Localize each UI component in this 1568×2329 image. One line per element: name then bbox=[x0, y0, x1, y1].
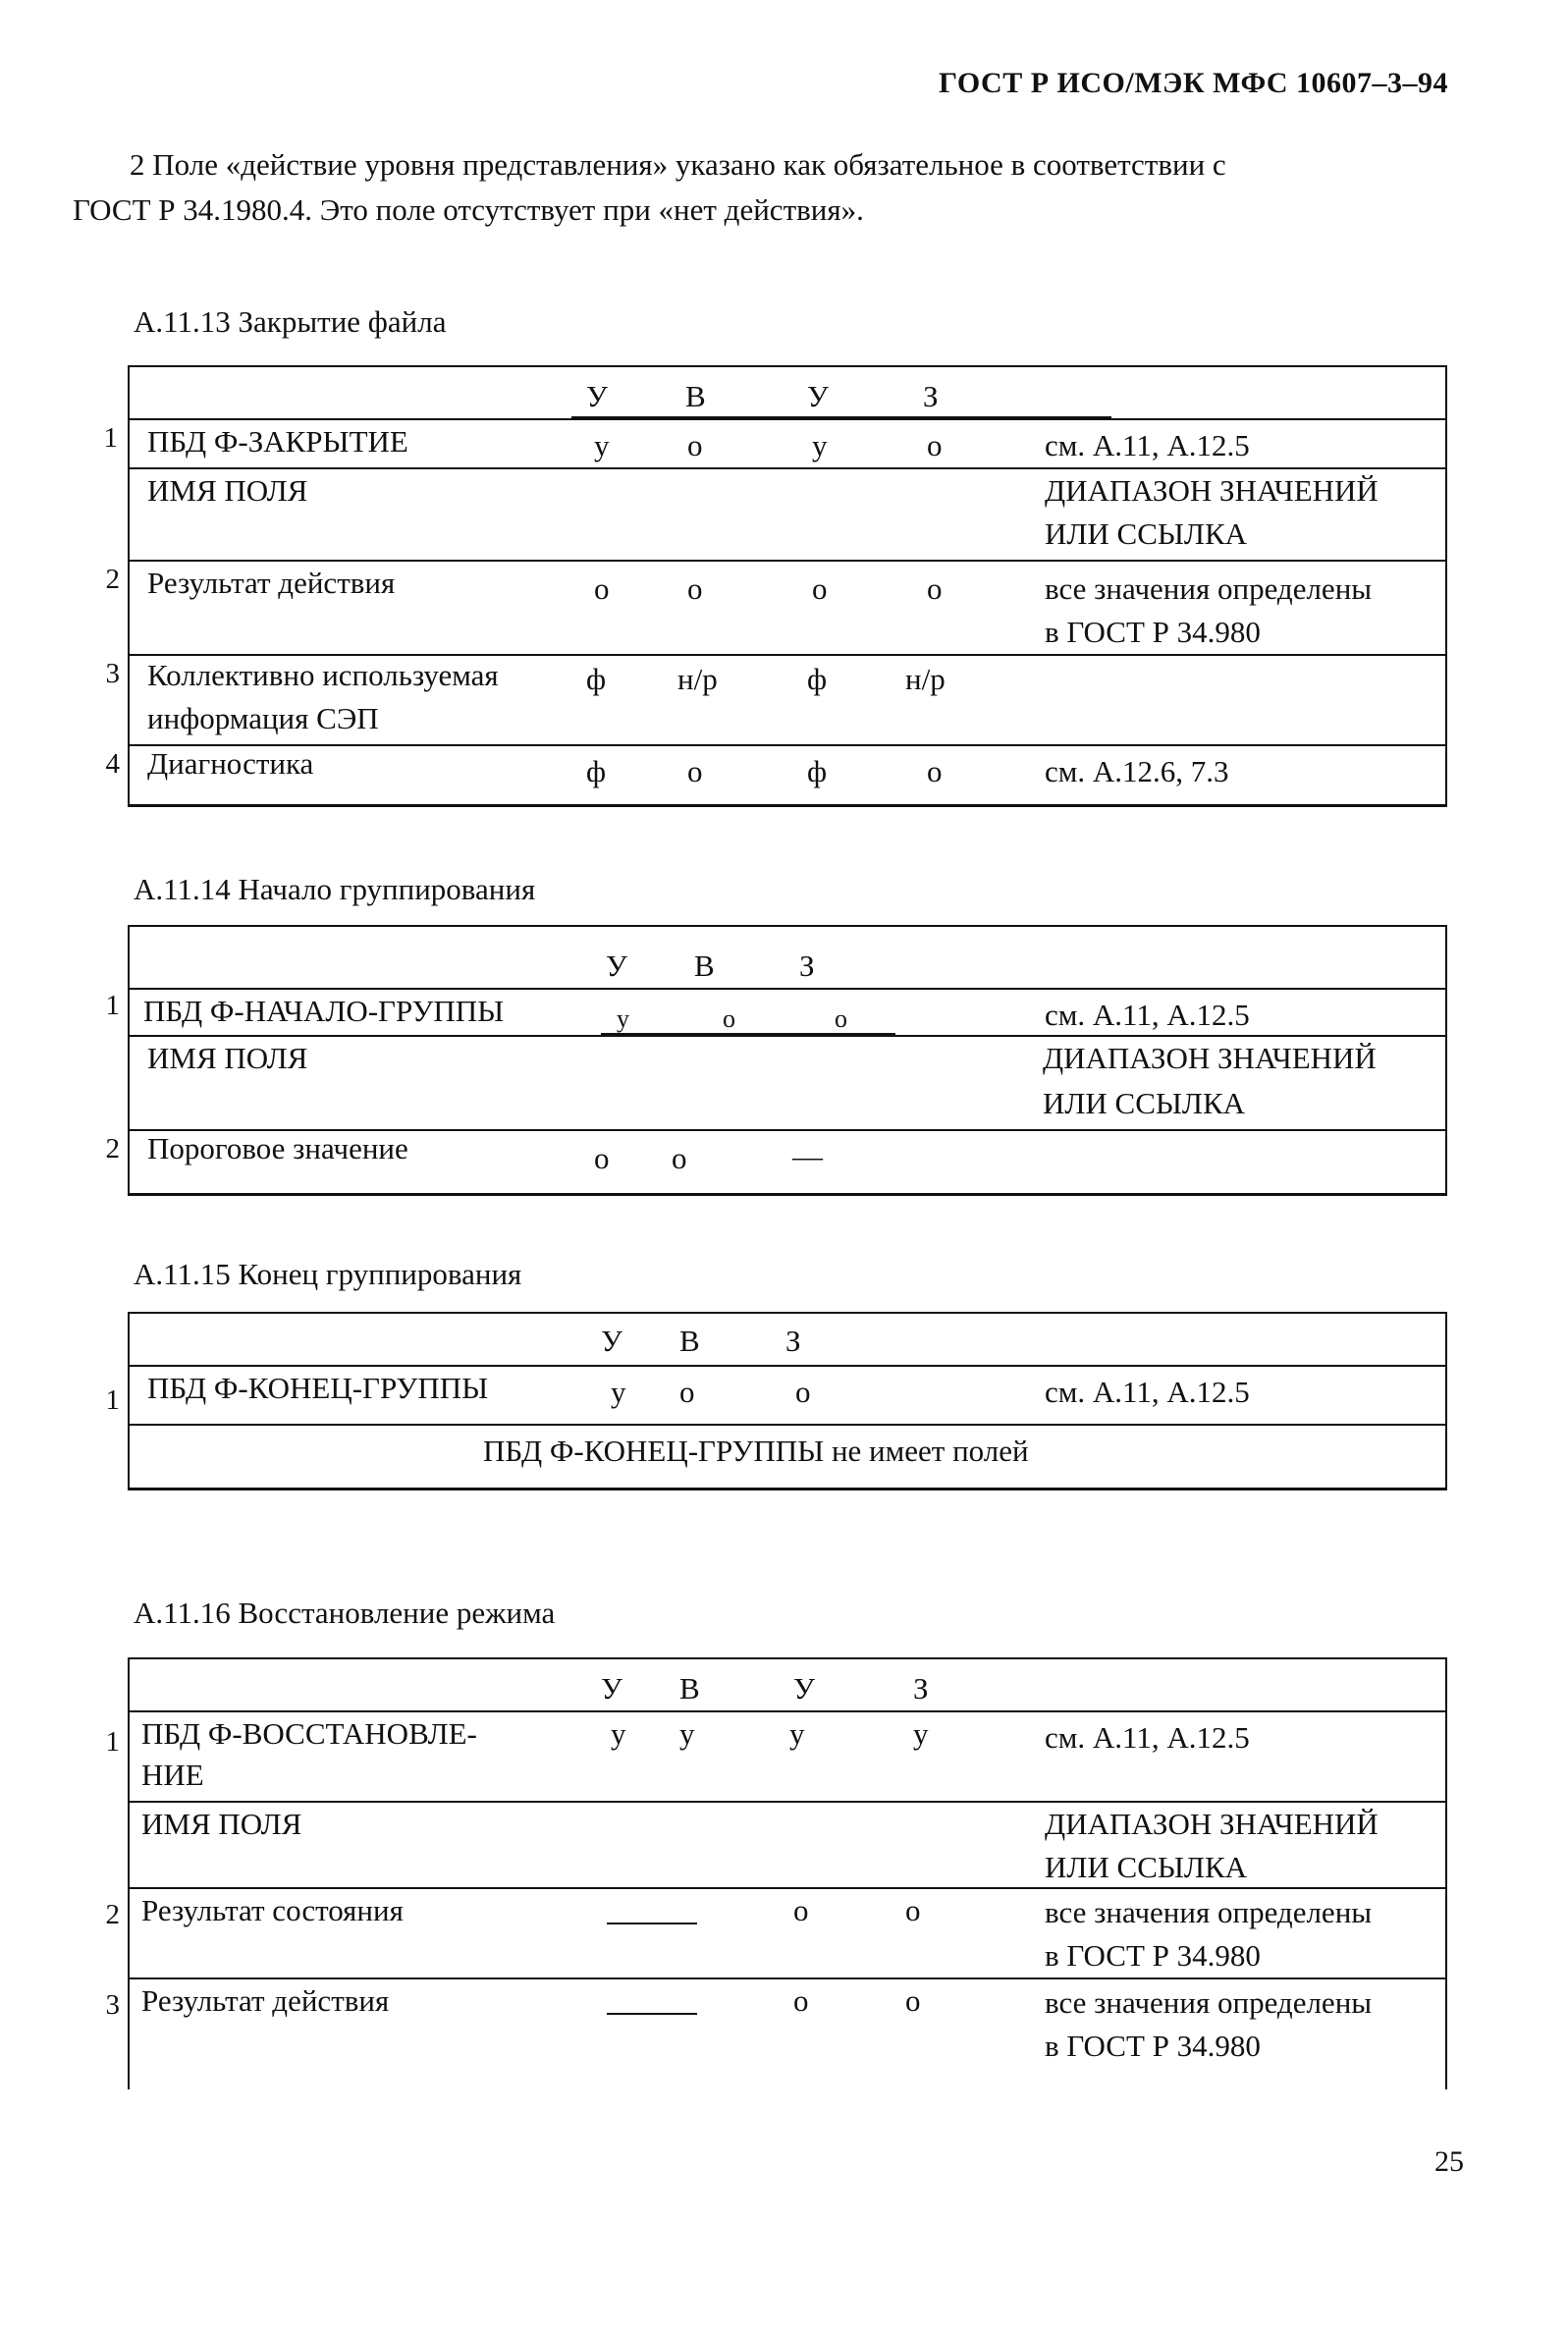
pdu-ref: см. А.11, А.12.5 bbox=[1045, 428, 1250, 462]
range-header-2: ИЛИ ССЫЛКА bbox=[1045, 1850, 1248, 1884]
row-number: 1 bbox=[105, 1726, 120, 1758]
value-u: у bbox=[611, 1375, 626, 1409]
table-header-row bbox=[130, 367, 1445, 418]
value-z: о bbox=[835, 1004, 847, 1033]
row-number: 1 bbox=[103, 422, 118, 454]
field-name: Результат состояния bbox=[141, 1893, 404, 1927]
value-u2: ф bbox=[807, 662, 828, 696]
no-fields-row bbox=[130, 1424, 1445, 1489]
value-v: о bbox=[687, 754, 703, 788]
col-header-u1: У bbox=[586, 379, 608, 413]
section-title-a11-14: А.11.14 Начало группирования bbox=[134, 872, 536, 906]
col-header-u: У bbox=[606, 948, 627, 983]
col-header-u2: У bbox=[807, 379, 829, 413]
pdu-ref: см. А.11, А.12.5 bbox=[1045, 1375, 1250, 1409]
section-title-a11-16: А.11.16 Восстановление режима bbox=[134, 1596, 556, 1630]
value-z: у bbox=[913, 1716, 929, 1751]
value-u2: о bbox=[812, 571, 828, 606]
field-ref-2: в ГОСТ Р 34.980 bbox=[1045, 615, 1261, 649]
table-row bbox=[105, 654, 1445, 744]
value-z: о bbox=[927, 428, 943, 462]
value-z: н/р bbox=[905, 662, 946, 696]
field-ref-1: все значения определены bbox=[1045, 571, 1373, 606]
value-v: н/р bbox=[677, 662, 718, 696]
pdu-name: ПБД Ф-КОНЕЦ-ГРУППЫ bbox=[147, 1371, 489, 1405]
table-row bbox=[105, 744, 1445, 803]
table-a11-15 bbox=[105, 1312, 1447, 1490]
col-header-v: В bbox=[694, 948, 715, 983]
value-u2: ф bbox=[807, 754, 828, 788]
table-a11-13 bbox=[103, 365, 1447, 807]
field-header-row bbox=[130, 1801, 1445, 1887]
field-header-row bbox=[130, 467, 1445, 560]
value-u2: о bbox=[793, 1983, 809, 2018]
value-z: о bbox=[927, 571, 943, 606]
value-u1: о bbox=[594, 571, 610, 606]
value-u: у bbox=[617, 1004, 629, 1033]
value-v: о bbox=[679, 1375, 695, 1409]
value-z: о bbox=[927, 754, 943, 788]
table-row bbox=[105, 1887, 1445, 1977]
field-name-2: информация СЭП bbox=[147, 701, 379, 735]
value-u1-blank-line bbox=[607, 1923, 697, 1924]
table-row bbox=[105, 1129, 1445, 1192]
col-header-u: У bbox=[601, 1324, 622, 1358]
field-name-header: ИМЯ ПОЛЯ bbox=[141, 1807, 302, 1841]
value-u: о bbox=[594, 1141, 610, 1175]
field-name: Диагностика bbox=[147, 746, 314, 781]
value-v: у bbox=[679, 1716, 695, 1751]
row-number: 3 bbox=[105, 1989, 120, 2021]
table-header-row bbox=[130, 927, 1445, 988]
value-u1: у bbox=[611, 1716, 626, 1751]
row-number: 2 bbox=[105, 1133, 120, 1164]
col-header-v: В bbox=[679, 1324, 700, 1358]
page-number: 25 bbox=[1434, 2145, 1464, 2178]
row-number: 1 bbox=[105, 990, 120, 1021]
value-u2: у bbox=[812, 428, 828, 462]
value-u1: ф bbox=[586, 662, 607, 696]
section-title-a11-15: А.11.15 Конец группирования bbox=[134, 1257, 522, 1291]
row-number: 2 bbox=[105, 1899, 120, 1930]
col-header-u2: У bbox=[793, 1671, 815, 1706]
range-header-1: ДИАПАЗОН ЗНАЧЕНИЙ bbox=[1045, 1807, 1379, 1841]
pdu-name: ПБД Ф-ВОССТАНОВЛЕ- bbox=[141, 1716, 477, 1751]
value-z: о bbox=[795, 1375, 811, 1409]
range-header-1: ДИАПАЗОН ЗНАЧЕНИЙ bbox=[1045, 473, 1379, 508]
field-ref-2: в ГОСТ Р 34.980 bbox=[1045, 2029, 1261, 2063]
field-ref-1: все значения определены bbox=[1045, 1985, 1373, 2020]
col-header-z: З bbox=[785, 1324, 801, 1358]
row-number: 4 bbox=[105, 748, 120, 780]
range-header-2: ИЛИ ССЫЛКА bbox=[1045, 516, 1248, 551]
col-header-z: З bbox=[923, 379, 939, 413]
field-ref: см. А.12.6, 7.3 bbox=[1045, 754, 1229, 788]
table-header-row bbox=[130, 1659, 1445, 1710]
field-name: Пороговое значение bbox=[147, 1131, 408, 1165]
note-paragraph bbox=[73, 142, 1447, 233]
pdu-row bbox=[105, 1365, 1445, 1424]
note-line-1: 2 Поле «действие уровня представления» указано как обязательное в соответствии с bbox=[130, 147, 1226, 182]
field-name-header: ИМЯ ПОЛЯ bbox=[147, 473, 308, 508]
value-z: о bbox=[905, 1983, 921, 2018]
value-u1: ф bbox=[586, 754, 607, 788]
pdu-row bbox=[105, 988, 1445, 1035]
value-z: о bbox=[905, 1893, 921, 1927]
col-header-z: З bbox=[799, 948, 815, 983]
field-ref-1: все значения определены bbox=[1045, 1895, 1373, 1929]
field-header-row bbox=[130, 1035, 1445, 1129]
field-name: Результат действия bbox=[147, 566, 396, 600]
document-header: ГОСТ Р ИСО/МЭК МФС 10607–3–94 bbox=[939, 67, 1448, 99]
table-a11-16 bbox=[105, 1657, 1447, 2089]
field-name: Коллективно используемая bbox=[147, 658, 499, 692]
pdu-ref: см. А.11, А.12.5 bbox=[1045, 998, 1250, 1032]
note-line-2: ГОСТ Р 34.1980.4. Это поле отсутствует при «нет действия». bbox=[73, 192, 864, 227]
value-v: о bbox=[687, 428, 703, 462]
value-v: о bbox=[687, 571, 703, 606]
pdu-row bbox=[105, 1710, 1445, 1801]
value-u2: о bbox=[793, 1893, 809, 1927]
col-header-v: В bbox=[685, 379, 706, 413]
table-row bbox=[105, 1977, 1445, 2085]
col-header-z: З bbox=[913, 1671, 929, 1706]
section-title-a11-13: А.11.13 Закрытие файла bbox=[134, 304, 447, 339]
pdu-name: ПБД Ф-НАЧАЛО-ГРУППЫ bbox=[143, 994, 505, 1028]
pdu-name-2: НИЕ bbox=[141, 1758, 204, 1792]
row-number: 3 bbox=[105, 658, 120, 689]
value-z: — bbox=[792, 1139, 823, 1173]
row-number: 1 bbox=[105, 1384, 120, 1416]
range-header-1: ДИАПАЗОН ЗНАЧЕНИЙ bbox=[1043, 1041, 1377, 1075]
value-u1: у bbox=[594, 428, 610, 462]
pdu-ref: см. А.11, А.12.5 bbox=[1045, 1720, 1250, 1755]
value-v: о bbox=[723, 1004, 735, 1033]
value-v: о bbox=[672, 1141, 687, 1175]
pdu-name: ПБД Ф-ЗАКРЫТИЕ bbox=[147, 424, 408, 459]
field-ref-2: в ГОСТ Р 34.980 bbox=[1045, 1938, 1261, 1973]
no-fields-text: ПБД Ф-КОНЕЦ-ГРУППЫ не имеет полей bbox=[483, 1434, 1029, 1468]
col-header-u1: У bbox=[601, 1671, 622, 1706]
field-name: Результат действия bbox=[141, 1983, 390, 2018]
field-name-header: ИМЯ ПОЛЯ bbox=[147, 1041, 308, 1075]
value-u1-blank-line bbox=[607, 2013, 697, 2015]
table-a11-14 bbox=[105, 925, 1447, 1196]
pdu-row bbox=[103, 418, 1445, 467]
table-row bbox=[105, 560, 1445, 654]
value-u2: у bbox=[789, 1716, 805, 1751]
row-number: 2 bbox=[105, 564, 120, 595]
col-header-v: В bbox=[679, 1671, 700, 1706]
table-header-row bbox=[130, 1314, 1445, 1365]
range-header-2: ИЛИ ССЫЛКА bbox=[1043, 1086, 1246, 1120]
